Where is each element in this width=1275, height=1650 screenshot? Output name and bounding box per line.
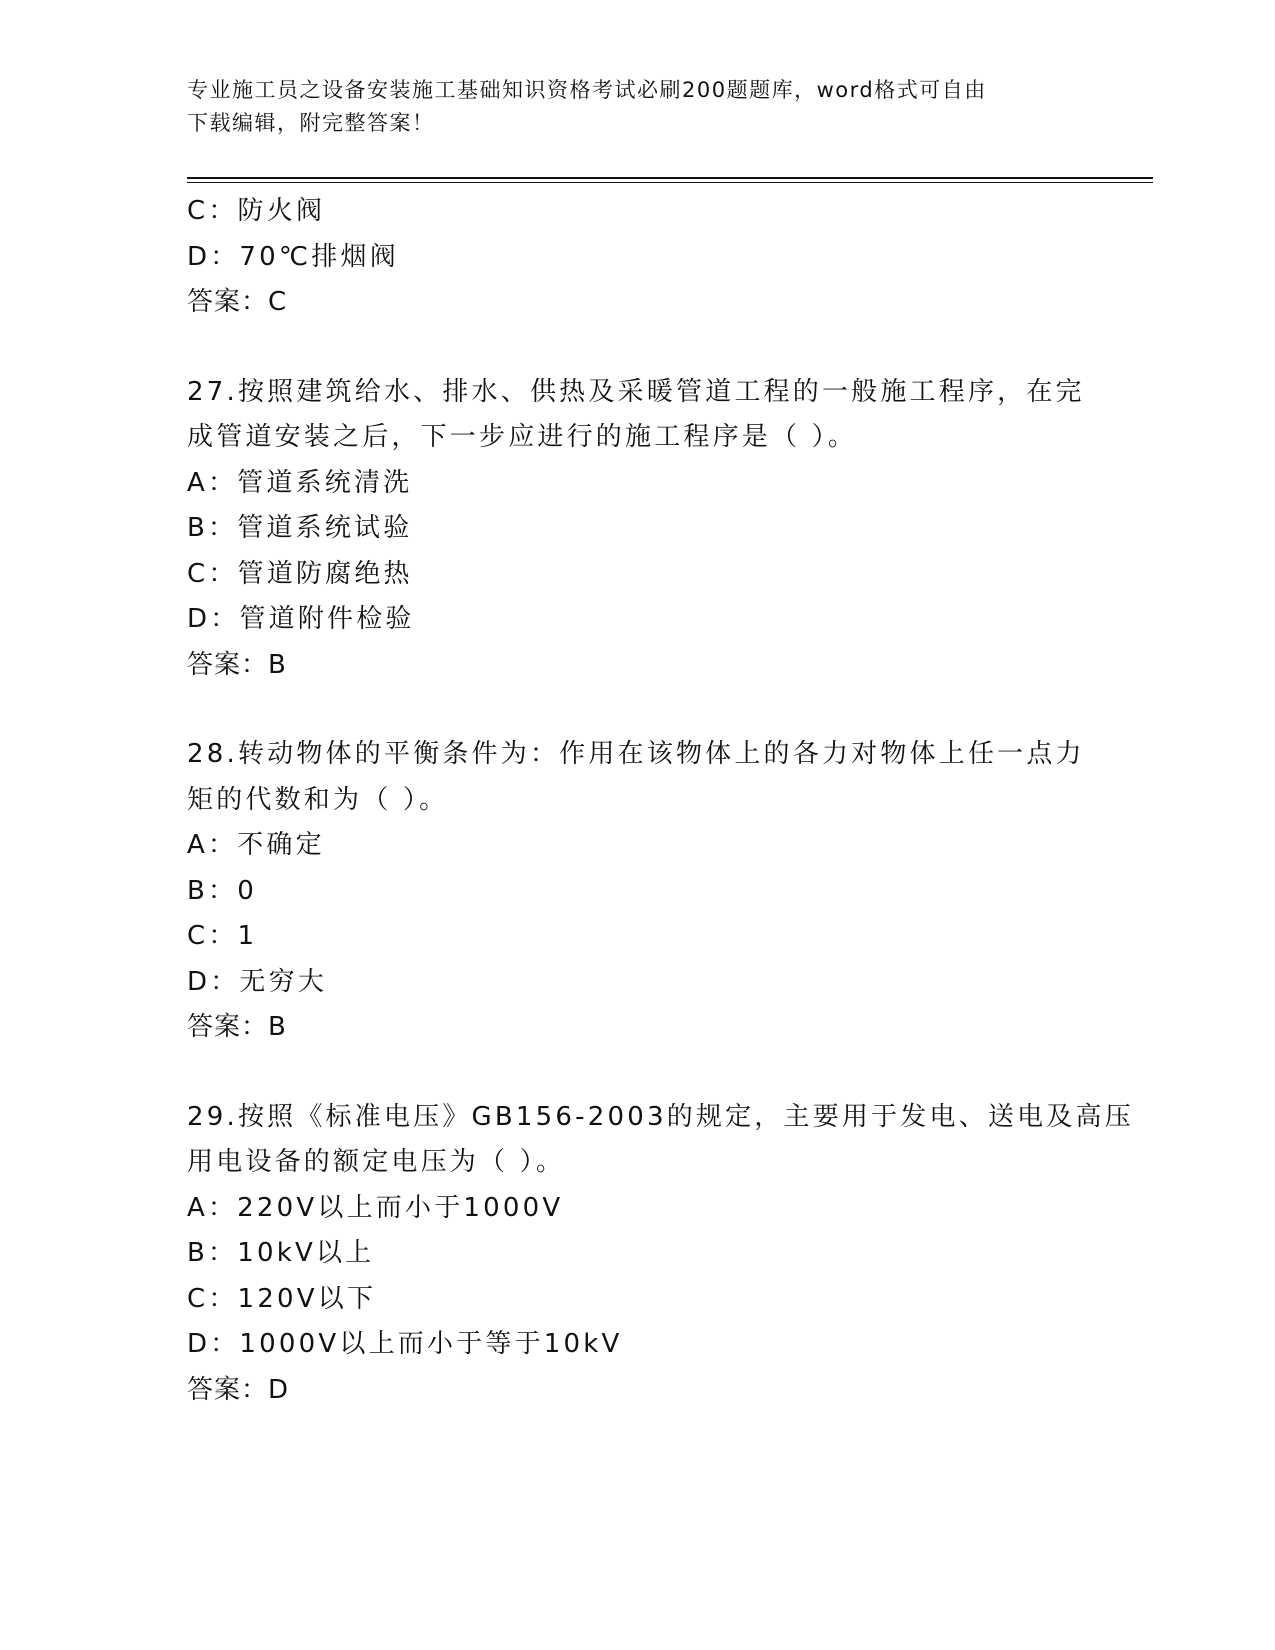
option-d: D：1000V以上而小于等于10kV: [187, 1329, 623, 1359]
answer-line: 答案：C: [187, 287, 288, 317]
question-text: 矩的代数和为（ ）。: [187, 784, 449, 815]
header-title-line-1: 专业施工员之设备安装施工基础知识资格考试必刷200题题库，word格式可自由: [187, 78, 987, 102]
document-header: [187, 74, 1067, 140]
question-list: [187, 189, 1134, 1413]
option-c: C：1: [187, 921, 258, 951]
spacer: [187, 688, 1087, 732]
option-c: C：120V以下: [187, 1283, 377, 1314]
question-text: 27.按照建筑给水、排水、供热及采暖管道工程的一般施工程序，在完: [187, 376, 1085, 407]
option-b: B：0: [187, 875, 257, 906]
option-c: C：管道防腐绝热: [187, 558, 413, 589]
header-divider-thin: [187, 182, 1153, 183]
answer-line: 答案：D: [187, 1374, 290, 1405]
option-d: D：管道附件检验: [187, 604, 415, 634]
answer-line: 答案：B: [187, 1012, 287, 1042]
option-a: A：220V以上而小于1000V: [187, 1192, 564, 1223]
question-text: 29.按照《标准电压》GB156-2003的规定，主要用于发电、送电及高压: [187, 1101, 1134, 1132]
header-title-line-2: 下载编辑，附完整答案！: [187, 111, 435, 135]
question-28: [187, 732, 1087, 1051]
option-a: A：管道系统清洗: [187, 467, 413, 498]
option-d: D：70℃排烟阀: [187, 241, 399, 272]
spacer: [187, 326, 1087, 370]
option-d: D：无穷大: [187, 966, 328, 997]
question-27: [187, 370, 1087, 689]
option-c: C：防火阀: [187, 196, 326, 226]
option-b: B：管道系统试验: [187, 513, 413, 543]
previous-question-tail: [187, 189, 1087, 326]
question-29: [187, 1095, 1134, 1414]
answer-line: 答案：B: [187, 649, 287, 680]
header-divider-thick: [187, 177, 1153, 179]
spacer: [187, 1051, 1087, 1095]
question-text: 成管道安装之后，下一步应进行的施工程序是（ ）。: [187, 422, 858, 452]
question-text: 用电设备的额定电压为（ ）。: [187, 1147, 566, 1177]
option-b: B：10kV以上: [187, 1238, 375, 1268]
option-a: A：不确定: [187, 830, 325, 860]
question-text: 28.转动物体的平衡条件为：作用在该物体上的各力对物体上任一点力: [187, 739, 1085, 769]
